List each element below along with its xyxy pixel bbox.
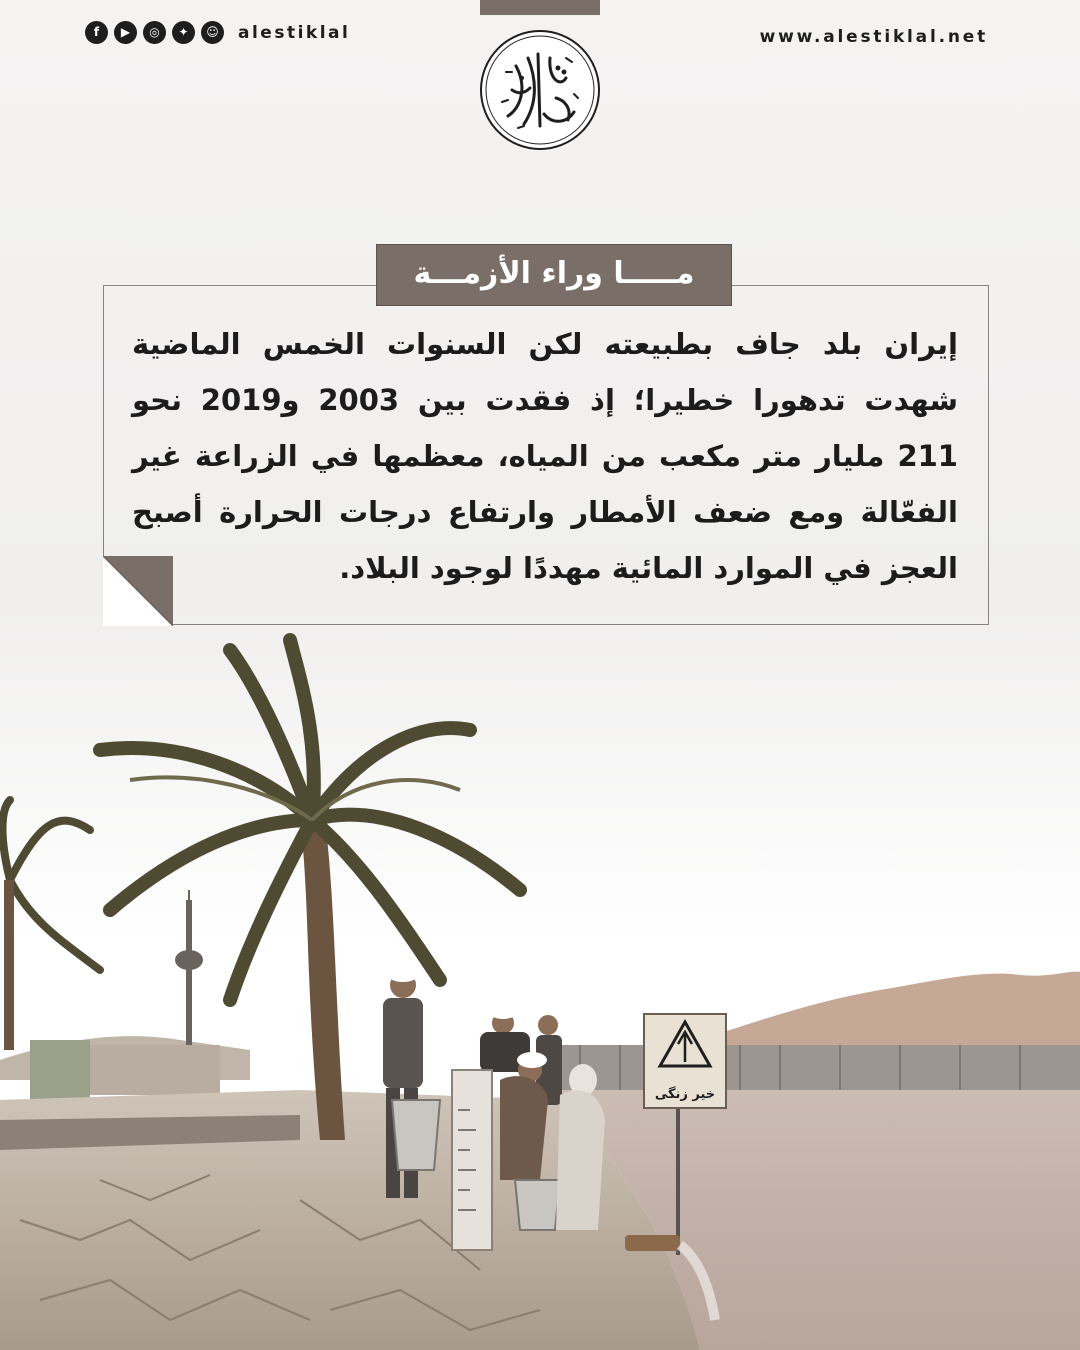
alestiklal-logo [478, 28, 602, 152]
instagram-icon[interactable]: ◎ [143, 21, 166, 44]
social-links [85, 21, 350, 44]
youtube-icon[interactable]: ▶ [114, 21, 137, 44]
drought-photo [0, 620, 1080, 1350]
article-title: مـــــا وراء الأزمـــة [376, 244, 732, 306]
sign-text: خير زنگی [654, 1087, 716, 1102]
article-body: إيران بلد جاف بطبيعته لكن السنوات الخمس الماضية شهدت تدهورا خطيرا؛ إذ فقدت بين 2003 و2019 نحو 211 مليار متر مكعب من المياه، معظمها في الزراعة غير الفعّالة ومع ضعف الأمطار وارتفاع درجات الحرارة أصبح العجز في الموارد المائية مهددًا لوجود البلاد. [132, 327, 958, 585]
twitter-icon[interactable]: ✦ [172, 21, 195, 44]
facebook-icon[interactable]: f [85, 21, 108, 44]
snapchat-icon[interactable]: ☺ [201, 21, 224, 44]
social-handle[interactable]: alestiklal [238, 22, 351, 43]
website-url[interactable]: www.alestiklal.net [759, 27, 988, 47]
top-accent-bar [480, 0, 600, 15]
